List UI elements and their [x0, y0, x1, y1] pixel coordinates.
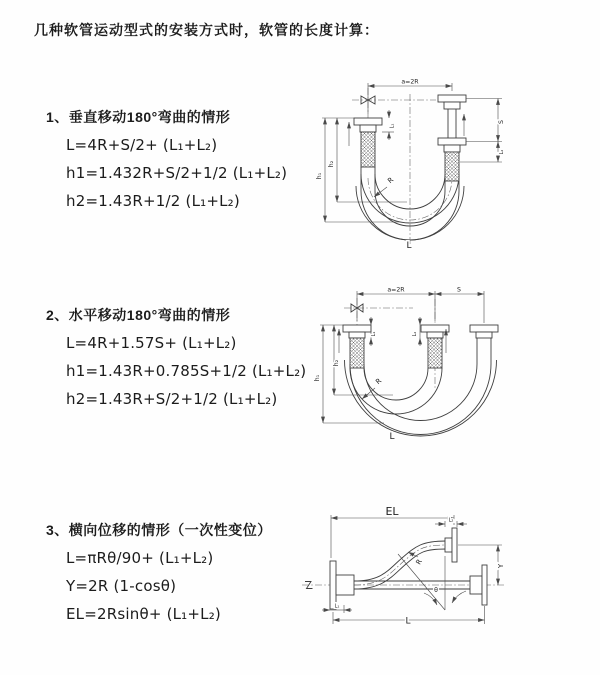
section-3-formula-L: L=πRθ/90+ (L₁+L₂)	[66, 549, 214, 567]
length-label: L	[389, 432, 395, 442]
right-pipe-flange	[438, 95, 466, 181]
left-pipe-flange	[354, 118, 382, 167]
s-curve-hose	[354, 541, 446, 589]
section-3-formula-EL: EL=2Rsinθ+ (L₁+L₂)	[66, 605, 221, 623]
s-dim-label: S	[457, 286, 461, 294]
length-label: L	[405, 616, 411, 627]
right-pipe-flange	[470, 325, 498, 338]
braided-section	[428, 338, 442, 368]
s-dim-label: S	[498, 120, 505, 124]
diagram-lateral-displacement	[300, 502, 600, 650]
l1-dim-label: L₁	[389, 123, 396, 129]
dimension-l1	[322, 604, 352, 614]
radius-label: R	[386, 175, 396, 186]
l2-dim-label: L₂	[448, 517, 454, 524]
y-dim-label: Y	[497, 563, 505, 569]
l2-dim-label: L₂	[412, 331, 418, 337]
h1-dim-label: h₁	[316, 172, 323, 180]
dimension-l1	[371, 317, 377, 346]
middle-pipe-flange	[421, 325, 449, 368]
hose-u-bends	[345, 338, 497, 436]
l1-dim-label: L₁	[371, 331, 377, 337]
section-1-formula-h2: h2=1.43R+1/2 (L₁+L₂)	[66, 192, 240, 210]
radius-label: R	[374, 376, 384, 387]
radius-label: R	[414, 557, 424, 567]
section-1-formula-L: L=4R+S/2+ (L₁+L₂)	[66, 136, 218, 154]
left-pipe-flange	[343, 325, 371, 368]
theta-label: θ	[434, 587, 438, 594]
braided-section	[350, 338, 364, 368]
span-dim-label: a=2R	[387, 286, 405, 294]
left-flange	[330, 561, 354, 609]
upper-right-flange	[445, 528, 457, 562]
section-2-formula-h2: h2=1.43R+S/2+1/2 (L₁+L₂)	[66, 390, 278, 408]
dimension-el	[331, 505, 454, 558]
length-label: L	[406, 241, 412, 251]
section-1-formula-h1: h1=1.432R+S/2+1/2 (L₁+L₂)	[66, 164, 288, 182]
h2-dim-label: h₂	[333, 359, 340, 367]
l1-dim-label: L₁	[334, 603, 340, 610]
dimension-span	[357, 287, 484, 324]
radius-callout	[408, 552, 424, 566]
el-dim-label: EL	[385, 505, 399, 518]
braided-section	[361, 132, 375, 167]
diagram-vertical-180-bend	[312, 74, 552, 264]
dimension-l2	[412, 317, 420, 346]
dimension-l2	[435, 518, 467, 528]
section-1-heading: 1、垂直移动180°弯曲的情形	[46, 109, 231, 125]
section-3-formula-Y: Y=2R (1-cosθ)	[66, 577, 177, 595]
dimension-l	[333, 603, 485, 627]
section-2-formula-h1: h1=1.43R+0.785S+1/2 (L₁+L₂)	[66, 362, 307, 380]
braided-section	[445, 152, 459, 181]
dimension-s	[460, 99, 505, 163]
dimension-l1	[382, 110, 396, 140]
section-2-formula-L: L=4R+1.57S+ (L₁+L₂)	[66, 334, 237, 352]
h2-dim-label: h₂	[328, 160, 335, 168]
h1-dim-label: h₁	[314, 374, 321, 382]
l2-dim-label: L₂	[499, 149, 505, 155]
section-3-heading: 3、横向位移的情形（一次性变位）	[46, 522, 272, 538]
lower-right-flange	[470, 565, 487, 605]
section-2-heading: 2、水平移动180°弯曲的情形	[46, 307, 231, 323]
span-dim-label: a=2R	[401, 78, 419, 86]
page-title: 几种软管运动型式的安装方式时，软管的长度计算：	[34, 22, 379, 38]
diagram-horizontal-180-bend	[308, 283, 560, 445]
